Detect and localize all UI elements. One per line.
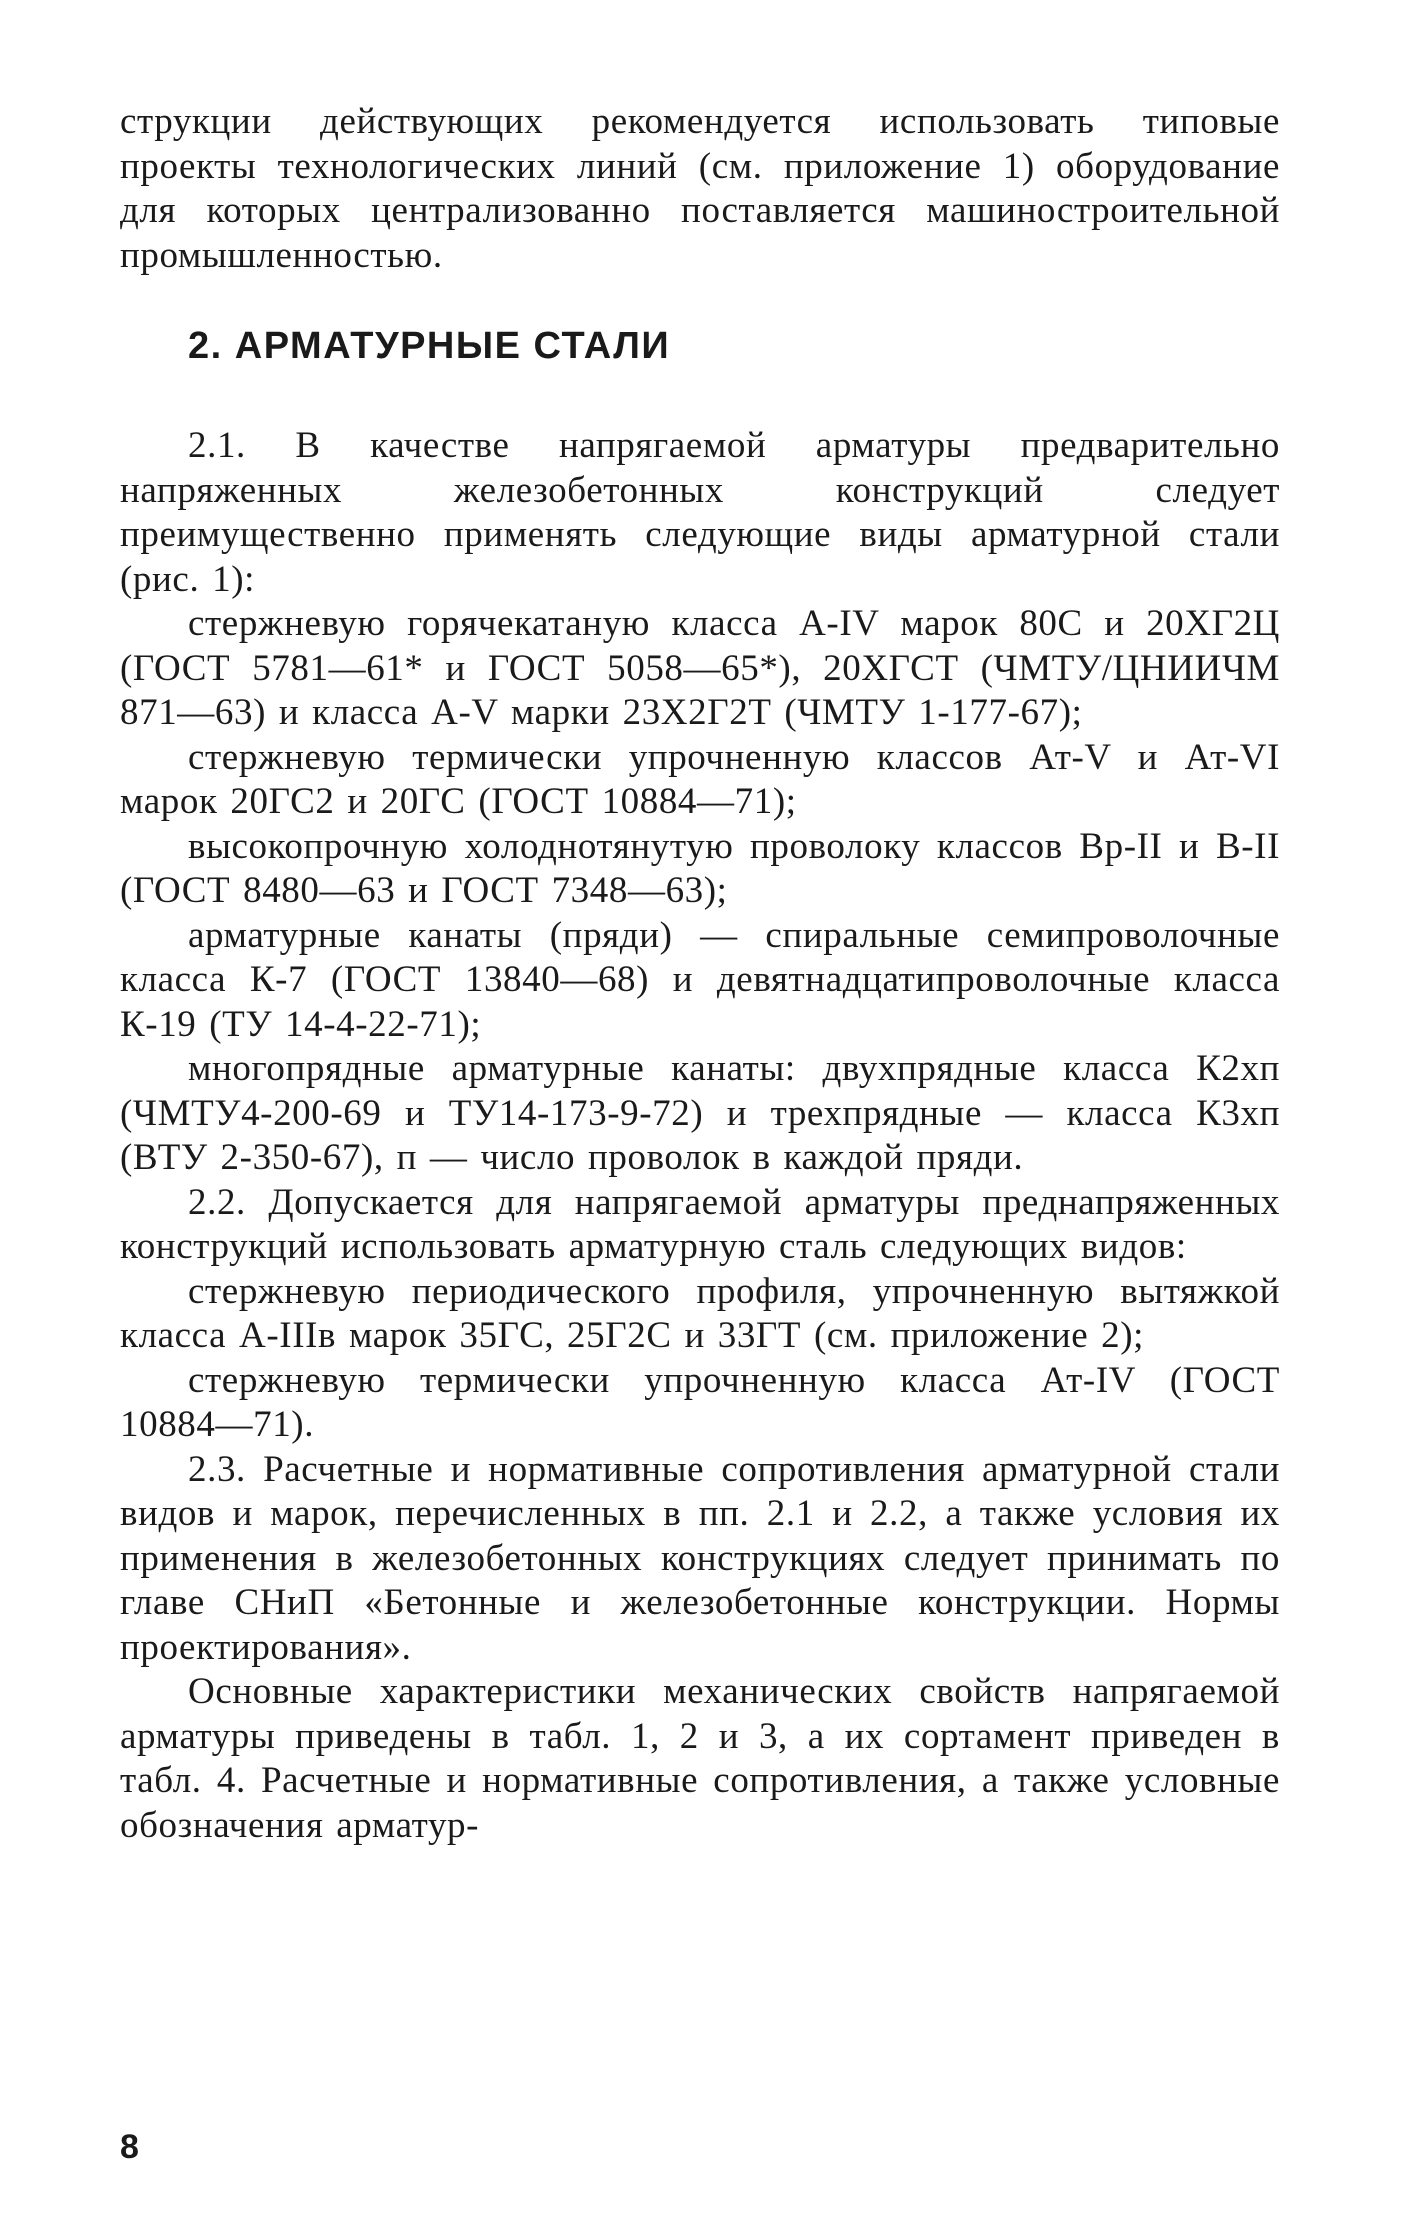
list-item-thermally-hardened-at-iv: стержневую термически упрочненную класса Ат-IV (ГОСТ 10884—71). (120, 1359, 1280, 1445)
paragraph-main-characteristics: Основные характеристики механических свойств напрягаемой арматуры приведены в табл. 1, 2 и 3, а их сортамент приведен в табл. 4. Расчетные и нормативные сопротивления, а также условные обозначения арматур- (120, 1671, 1280, 1846)
section-heading: 2. АРМАТУРНЫЕ СТАЛИ (188, 325, 671, 367)
list-item-high-strength-wire: высокопрочную холоднотянутую проволоку классов Вр-II и В-II (ГОСТ 8480—63 и ГОСТ 7348—63); (120, 825, 1280, 911)
list-item-multi-strand-ropes: многопрядные арматурные канаты: двухпрядные класса К2хп (ЧМТУ4-200-69 и ТУ14-173-9-72) и трехпрядные — класса К3хп (ВТУ 2-350-67), п — число проволок в каждой пряди. (120, 1048, 1280, 1178)
paragraph-2-3: 2.3. Расчетные и нормативные сопротивления арматурной стали видов и марок, перечисленных в пп. 2.1 и 2.2, а также условия их применения в железобетонных конструкциях следует принимать по главе СНиП «Бетонные и железобетонные конструкции. Нормы проектирования». (120, 1448, 1280, 1668)
page-number: 8 (120, 2128, 139, 2166)
list-item-reinforcing-strands: арматурные канаты (пряди) — спиральные семипроволочные класса К-7 (ГОСТ 13840—68) и девятнадцатипроволочные класса К-19 (ТУ 14-4-22-71); (120, 914, 1280, 1045)
intro-paragraph: струкции действующих рекомендуется использовать типовые проекты технологических линий (см. приложение 1) оборудование для которых централизованно поставляется машиностроительной промышленностью. (120, 101, 1280, 276)
paragraph-2-2: 2.2. Допускается для напрягаемой арматуры преднапряженных конструкций использовать арматурную сталь следующих видов: (120, 1181, 1280, 1267)
intro-paragraph-block (120, 100, 1280, 278)
list-item-rod-hot-rolled: стержневую горячекатаную класса А-IV марок 80С и 20ХГ2Ц (ГОСТ 5781—61* и ГОСТ 5058—65*), 20ХГСТ (ЧМТУ/ЦНИИЧМ 871—63) и класса А-V марки 23Х2Г2Т (ЧМТУ 1-177-67); (120, 603, 1280, 733)
paragraph-2-1: 2.1. В качестве напрягаемой арматуры предварительно напряженных железобетонных конструкций следует преимущественно применять следующие виды арматурной стали (рис. 1): (120, 425, 1280, 600)
list-item-rod-thermally-hardened: стержневую термически упрочненную классов Ат-V и Ат-VI марок 20ГС2 и 20ГС (ГОСТ 10884—71); (120, 736, 1280, 822)
list-item-periodic-profile-rod: стержневую периодического профиля, упрочненную вытяжкой класса А-IIIв марок 35ГС, 25Г2С и 33ГТ (см. приложение 2); (120, 1270, 1280, 1356)
body-text (120, 424, 1280, 1848)
